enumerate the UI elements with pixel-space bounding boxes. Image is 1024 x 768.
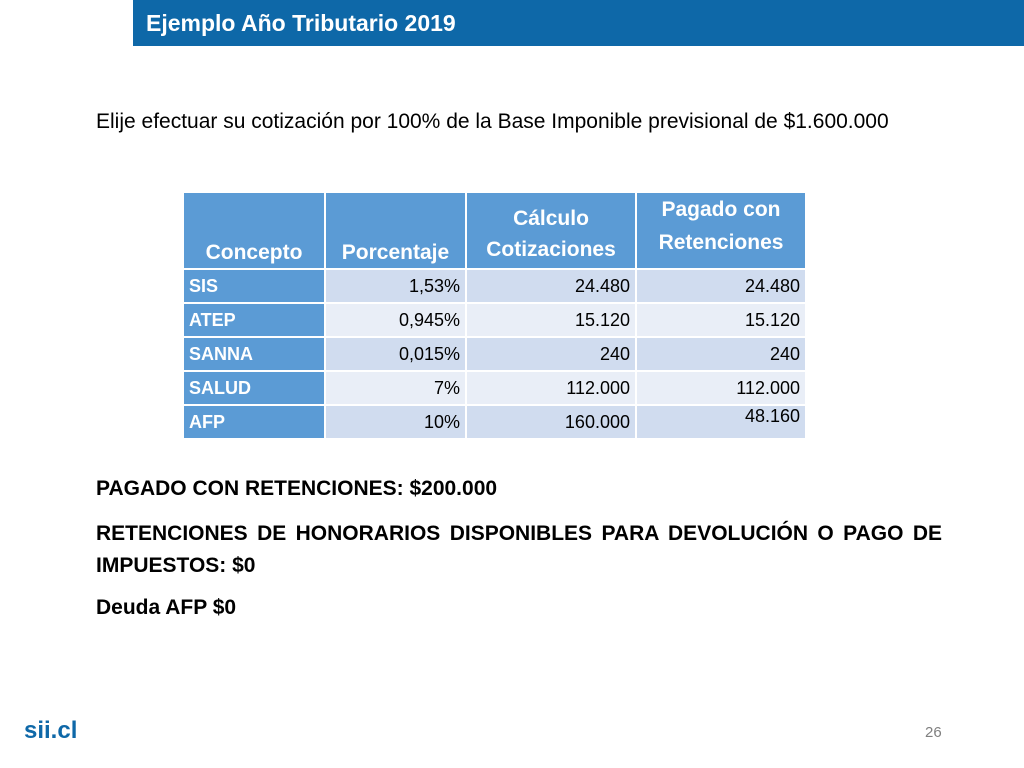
retenciones-summary: RETENCIONES DE HONORARIOS DISPONIBLES PARA DEVOLUCIÓN O PAGO DE IMPUESTOS: $0 [96,522,942,577]
cotizaciones-table [182,191,807,440]
row-porcentaje: 0,015% [326,338,465,370]
row-porcentaje: 7% [326,372,465,404]
table-row [184,304,805,336]
header-porcentaje: Porcentaje [326,193,465,268]
pagado-summary: PAGADO CON RETENCIONES: $200.000 [96,477,498,500]
header-calculo: Cálculo Cotizaciones [467,193,635,268]
table-row [184,372,805,404]
row-concepto: SIS [184,270,324,302]
slide-title: Ejemplo Año Tributario 2019 [133,0,1024,46]
row-porcentaje: 0,945% [326,304,465,336]
row-calculo: 24.480 [467,270,635,302]
page-number: 26 [925,724,942,741]
row-calculo: 240 [467,338,635,370]
intro-text: Elije efectuar su cotización por 100% de la Base Imponible previsional de $1.600.000 [96,110,889,133]
table-row [184,270,805,302]
row-porcentaje: 1,53% [326,270,465,302]
sii-logo: sii.cl [24,717,78,744]
row-concepto: AFP [184,406,324,438]
row-pagado: 240 [637,338,805,370]
header-concepto: Concepto [184,193,324,268]
row-pagado: 112.000 [637,372,805,404]
row-calculo: 160.000 [467,406,635,438]
row-calculo: 112.000 [467,372,635,404]
row-concepto: ATEP [184,304,324,336]
row-pagado: 24.480 [637,270,805,302]
row-pagado: 48.160 [637,406,805,438]
table-row [184,406,805,438]
row-concepto: SANNA [184,338,324,370]
table-header-row [184,193,805,268]
row-concepto: SALUD [184,372,324,404]
header-pagado: Pagado con Retenciones [637,193,805,268]
row-calculo: 15.120 [467,304,635,336]
row-pagado: 15.120 [637,304,805,336]
deuda-afp: Deuda AFP $0 [96,596,237,619]
table-row [184,338,805,370]
row-porcentaje: 10% [326,406,465,438]
